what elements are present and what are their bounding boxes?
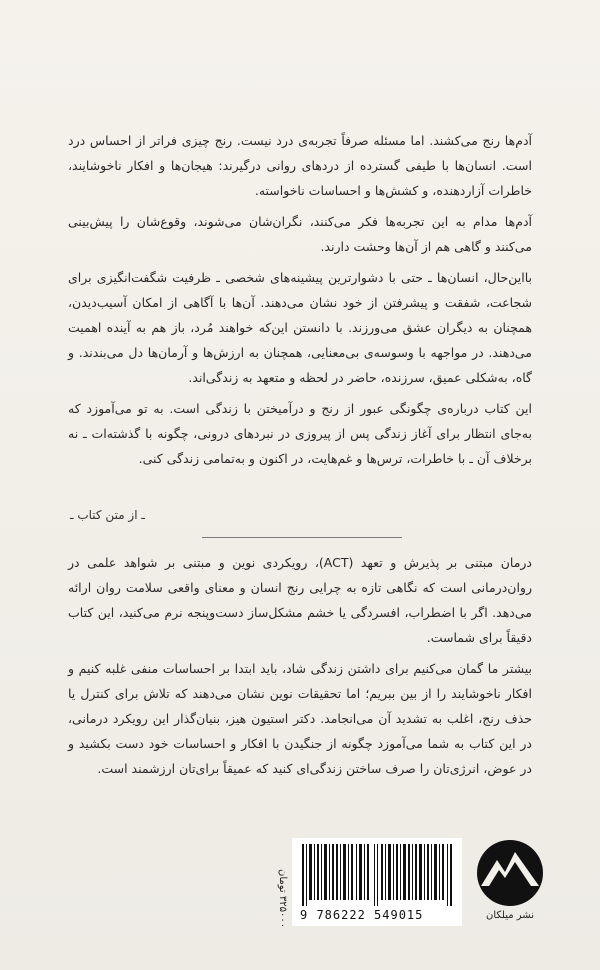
section-divider bbox=[202, 537, 402, 538]
description-section bbox=[68, 550, 532, 787]
description-paragraph-2: بیشتر ما گمان می‌کنیم برای داشتن زندگی شاد، باید ابتدا بر احساسات منفی غلبه کنیم و افکار ناخوشایند را از بین ببریم؛ اما تحقیقات نوین نشان می‌دهند که تلاش برای کنترل یا حذف رنج، اغلب به تشدید آن می‌انجامد. دکتر استیون هیز، بنیان‌گذار این رویکرد درمانی، در این کتاب به شما می‌آموزد چگونه از جنگیدن با افکار و احساسات خود دست بکشید و در عوض، انرژی‌تان را صرف ساختن زندگی‌ای کنید که عمیقاً برای‌تان ارزشمند است. bbox=[68, 661, 532, 776]
description-paragraph-1: درمان مبتنی بر پذیرش و تعهد (ACT)، رویکردی نوین و مبتنی بر شواهد علمی در روان‌درمانی است که نگاهی تازه به چرایی رنج انسان و معنای واقعی سلامت روان ارائه می‌دهد. اگر با اضطراب، افسردگی یا خشم مشکل‌ساز دست‌وپنجه نرم می‌کنید، این کتاب دقیقاً برای شماست. bbox=[68, 555, 532, 645]
isbn-barcode bbox=[292, 838, 462, 926]
publisher-name: نشر میلکان bbox=[486, 910, 534, 921]
excerpt-paragraph-4: این کتاب درباره‌ی چگونگی عبور از رنج و درآمیختن با زندگی است. به تو می‌آموزد که به‌جای انتظار برای آغاز زندگی پس از پیروزی در نبردهای درونی، چگونه با گذشته‌ات ـ نه برخلاف آن ـ با خاطرات، ترس‌ها و غم‌هایت، در اکنون و به‌تمامی زندگی کنی. bbox=[68, 401, 532, 466]
barcode-icon bbox=[300, 844, 454, 906]
price-label: ۳۲۵۰۰۰ تومان bbox=[277, 868, 288, 928]
isbn-number: 9 786222 549015 bbox=[300, 908, 424, 922]
excerpt-source: ـ از متن کتاب ـ bbox=[70, 508, 145, 522]
publisher-logo-icon bbox=[475, 838, 545, 908]
excerpt-paragraph-1: آدم‌ها رنج می‌کشند. اما مسئله صرفاً تجربه‌ی درد نیست. رنج چیزی فراتر از احساس درد است. انسان‌ها با طیفی گسترده از دردهای روانی درگیرند: هیجان‌ها و افکار ناخوشایند، خاطرات آزاردهنده، و کشش‌ها و احساسات ناخواسته. bbox=[68, 133, 532, 198]
excerpt-paragraph-2: آدم‌ها مدام به این تجربه‌ها فکر می‌کنند، نگران‌شان می‌شوند، وقوع‌شان را پیش‌بینی می‌کنند و گاهی هم از آن‌ها وحشت دارند. bbox=[68, 214, 532, 254]
excerpt-section bbox=[68, 128, 532, 477]
excerpt-paragraph-3: بااین‌حال، انسان‌ها ـ حتی با دشوارترین پیشینه‌های شخصی ـ ظرفیت شگفت‌انگیزی برای شجاعت، شفقت و پیشرفتن از خود نشان می‌دهند. آن‌ها با آگاهی از امکان آسیب‌دیدن، همچنان به دیگران عشق می‌ورزند. با دانستن این‌که خواهند مُرد، باز هم به آینده اهمیت می‌دهند. در مواجهه با وسوسه‌ی بی‌معنایی، همچنان به ارزش‌ها و آرمان‌ها دل می‌بندند. و گاه، به‌شکلی عمیق، سرزنده، حاضر در لحظه و متعهد به زندگی‌اند. bbox=[68, 270, 532, 385]
